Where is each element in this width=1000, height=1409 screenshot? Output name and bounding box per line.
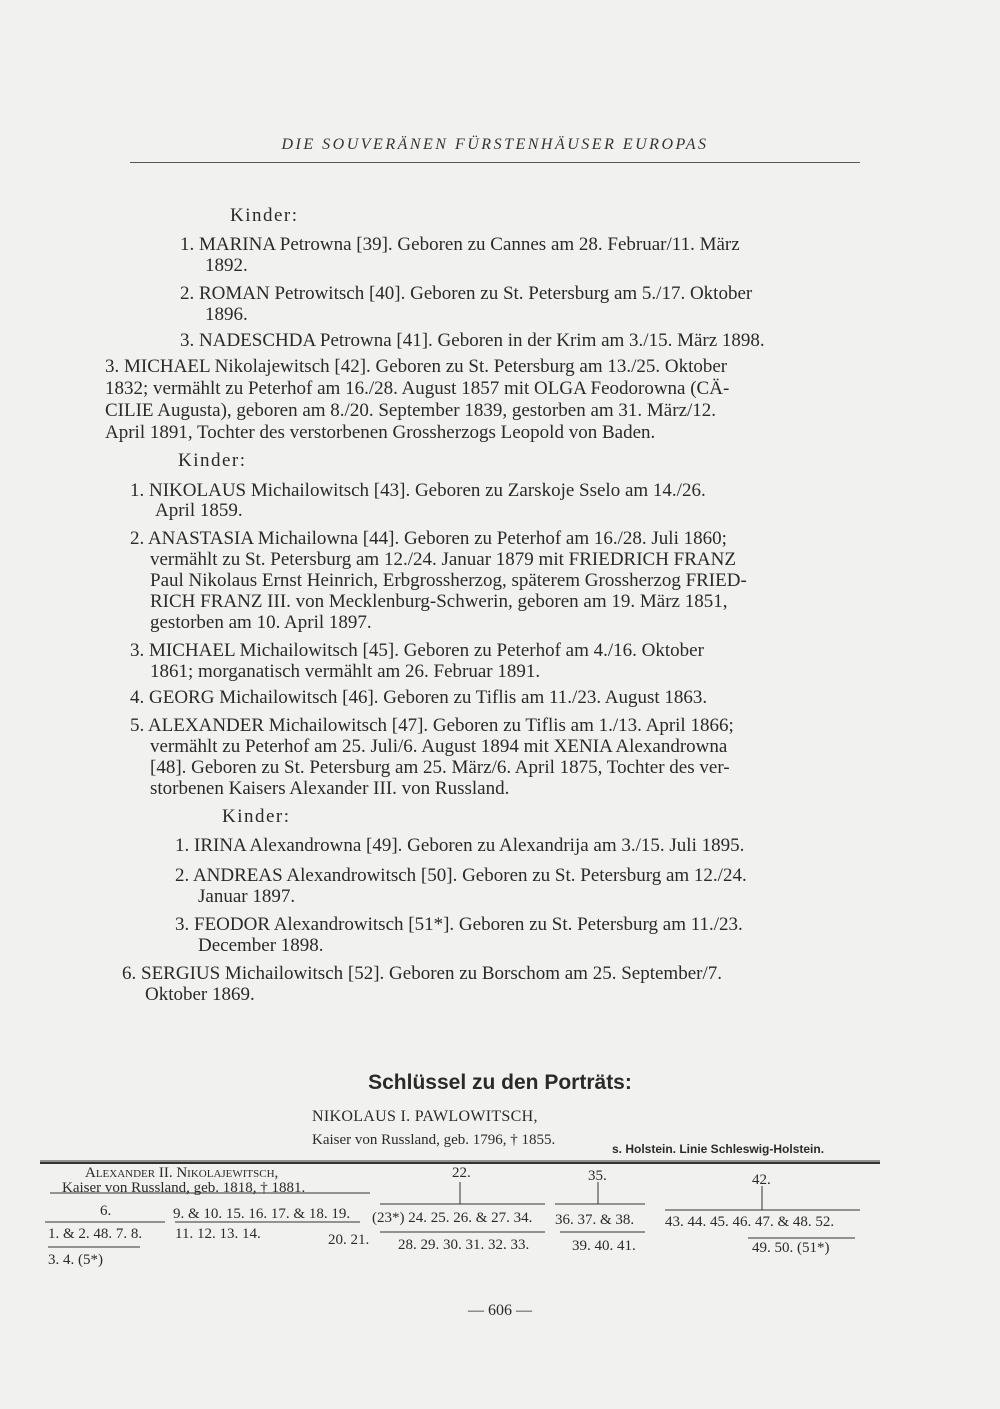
- text-line: 2. ANDREAS Alexandrowitsch [50]. Geboren zu St. Petersburg am 12./24.: [175, 865, 747, 886]
- key-6: 6.: [100, 1203, 112, 1219]
- key-22: 22.: [452, 1165, 471, 1181]
- text-line: 1832; vermählt zu Peterhof am 16./28. August 1857 mit OLGA Feodorowna (CÄ-: [105, 378, 730, 399]
- text-line: 3. NADESCHDA Petrowna [41]. Geboren in der Krim am 3./15. März 1898.: [180, 330, 765, 351]
- text-line: 1. NIKOLAUS Michailowitsch [43]. Geboren zu Zarskoje Sselo am 14./26.: [130, 480, 706, 501]
- kinder-heading: Kinder:: [230, 205, 299, 226]
- key-42: 42.: [752, 1172, 771, 1188]
- key-35: 35.: [588, 1168, 607, 1184]
- running-head: DIE SOUVERÄNEN FÜRSTENHÄUSER EUROPAS: [281, 136, 709, 153]
- text-line: gestorben am 10. April 1897.: [150, 612, 372, 633]
- text-line: CILIE Augusta), geboren am 8./20. September 1839, gestorben am 31. März/12.: [105, 400, 717, 421]
- key-group-1b: 11. 12. 13. 14.: [175, 1226, 261, 1242]
- holstein-note: s. Holstein. Linie Schleswig-Holstein.: [612, 1142, 825, 1156]
- text-line: [48]. Geboren zu St. Petersburg am 25. März/6. April 1875, Tochter des ver-: [150, 757, 730, 778]
- portrait-key-title: Schlüssel zu den Porträts:: [368, 1071, 632, 1094]
- text-line: Oktober 1869.: [145, 984, 255, 1005]
- text-line: storbenen Kaisers Alexander III. von Russland.: [150, 778, 510, 799]
- text-line: 6. SERGIUS Michailowitsch [52]. Geboren zu Borschom am 25. September/7.: [122, 963, 722, 984]
- root-desc: Kaiser von Russland, geb. 1796, † 1855.: [312, 1132, 556, 1148]
- text-line: vermählt zu St. Petersburg am 12./24. Januar 1879 mit FRIEDRICH FRANZ: [150, 549, 736, 570]
- key-group-42a: 43. 44. 45. 46. 47. & 48. 52.: [665, 1214, 835, 1230]
- key-group-22b: 28. 29. 30. 31. 32. 33.: [398, 1237, 530, 1253]
- text-line: 1896.: [205, 304, 248, 325]
- text-line: 2. ANASTASIA Michailowna [44]. Geboren zu Peterhof am 16./28. Juli 1860;: [130, 528, 727, 549]
- key-group-42b: 49. 50. (51*): [752, 1240, 830, 1256]
- text-line: 5. ALEXANDER Michailowitsch [47]. Geboren zu Tiflis am 1./13. April 1866;: [130, 715, 734, 736]
- text-line: 3. MICHAEL Nikolajewitsch [42]. Geboren zu St. Petersburg am 13./25. Oktober: [105, 356, 728, 377]
- text-line: 1. IRINA Alexandrowna [49]. Geboren zu Alexandrija am 3./15. Juli 1895.: [175, 835, 745, 856]
- text-line: April 1859.: [155, 500, 243, 521]
- text-line: April 1891, Tochter des verstorbenen Grossherzogs Leopold von Baden.: [105, 422, 656, 443]
- key-group-left-2: 3. 4. (5*): [48, 1252, 103, 1268]
- key-group-35b: 39. 40. 41.: [572, 1238, 636, 1254]
- key-group-22a: (23*) 24. 25. 26. & 27. 34.: [372, 1210, 533, 1226]
- kinder-heading: Kinder:: [222, 806, 291, 827]
- root-name: NIKOLAUS I. PAWLOWITSCH,: [312, 1108, 538, 1125]
- key-group-35a: 36. 37. & 38.: [555, 1212, 635, 1228]
- key-group-left: 1. & 2. 48. 7. 8.: [48, 1226, 143, 1242]
- text-line: vermählt zu Peterhof am 25. Juli/6. August 1894 mit XENIA Alexandrowna: [150, 736, 728, 757]
- text-line: 3. MICHAEL Michailowitsch [45]. Geboren zu Peterhof am 4./16. Oktober: [130, 640, 704, 661]
- page-number: — 606 —: [468, 1302, 532, 1319]
- text-line: 1. MARINA Petrowna [39]. Geboren zu Cannes am 28. Februar/11. März: [180, 234, 740, 255]
- text-line: 2. ROMAN Petrowitsch [40]. Geboren zu St. Petersburg am 5./17. Oktober: [180, 283, 753, 304]
- text-line: 1861; morganatisch vermählt am 26. Februar 1891.: [150, 661, 541, 682]
- text-line: December 1898.: [198, 935, 324, 956]
- text-line: 3. FEODOR Alexandrowitsch [51*]. Geboren zu St. Petersburg am 11./23.: [175, 914, 743, 935]
- text-line: 4. GEORG Michailowitsch [46]. Geboren zu Tiflis am 11./23. August 1863.: [130, 687, 708, 708]
- alexander-name: Alexander II. Nikolajewitsch,: [85, 1165, 279, 1181]
- alexander-desc: Kaiser von Russland, geb. 1818, † 1881.: [62, 1180, 306, 1196]
- text-line: 1892.: [205, 255, 248, 276]
- text-line: RICH FRANZ III. von Mecklenburg-Schwerin, geboren am 19. März 1851,: [150, 591, 728, 612]
- text-line: Paul Nikolaus Ernst Heinrich, Erbgrossherzog, späterem Grossherzog FRIED-: [150, 570, 747, 591]
- key-20-21: 20. 21.: [328, 1232, 370, 1248]
- text-line: Januar 1897.: [198, 886, 296, 907]
- kinder-heading: Kinder:: [178, 450, 247, 471]
- key-group-1: 9. & 10. 15. 16. 17. & 18. 19.: [173, 1206, 351, 1222]
